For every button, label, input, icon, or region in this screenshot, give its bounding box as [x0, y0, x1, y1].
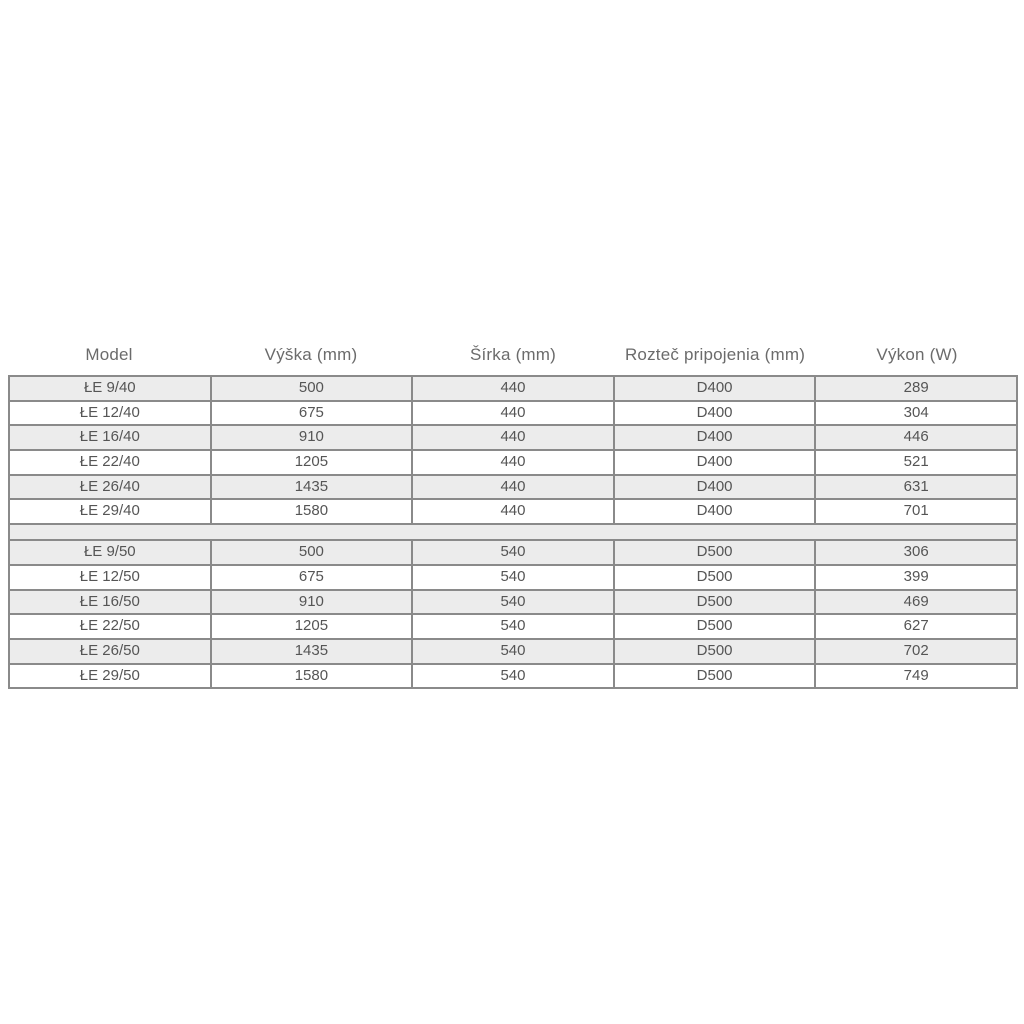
table-row: [10, 402, 1016, 427]
table-header: [8, 336, 1018, 374]
table-body: [8, 375, 1018, 689]
header-power: Výkon (W): [876, 345, 958, 364]
cell-spacing: D400: [615, 500, 817, 523]
cell-power: 631: [903, 477, 929, 495]
cell-width: 540: [413, 640, 615, 663]
cell-power: 701: [903, 502, 929, 520]
cell-width: 440: [413, 500, 615, 523]
cell-model: ŁE 9/40: [10, 377, 212, 400]
cell-power: 306: [903, 543, 929, 561]
cell-spacing: D400: [615, 402, 817, 425]
cell-width: 440: [413, 377, 615, 400]
cell-model: ŁE 12/50: [10, 566, 212, 589]
cell-power: 446: [903, 428, 929, 446]
cell-power: 627: [903, 617, 929, 635]
table-row: [10, 377, 1016, 402]
table-row: [10, 615, 1016, 640]
table-row: [10, 426, 1016, 451]
cell-width: 540: [413, 665, 615, 688]
cell-height: 1580: [212, 665, 414, 688]
table-row: [10, 640, 1016, 665]
cell-power: 304: [903, 403, 929, 421]
cell-spacing: D500: [615, 591, 817, 614]
table-row: [10, 665, 1016, 690]
cell-model: ŁE 22/50: [10, 615, 212, 638]
group-separator: [10, 525, 1016, 541]
cell-model: ŁE 9/50: [10, 541, 212, 564]
cell-height: 500: [212, 541, 414, 564]
cell-spacing: D500: [615, 665, 817, 688]
cell-width: 540: [413, 591, 615, 614]
table-row: [10, 451, 1016, 476]
cell-height: 1205: [212, 451, 414, 474]
cell-spacing: D400: [615, 426, 817, 449]
cell-model: ŁE 29/50: [10, 665, 212, 688]
header-model: Model: [85, 345, 133, 364]
cell-height: 1435: [212, 640, 414, 663]
cell-model: ŁE 16/50: [10, 591, 212, 614]
cell-spacing: D500: [615, 615, 817, 638]
cell-width: 540: [413, 615, 615, 638]
cell-model: ŁE 29/40: [10, 500, 212, 523]
cell-spacing: D400: [615, 377, 817, 400]
table-row: [10, 591, 1016, 616]
cell-power: 469: [903, 592, 929, 610]
cell-power: 521: [903, 453, 929, 471]
table-row: [10, 566, 1016, 591]
header-height: Výška (mm): [264, 345, 358, 364]
cell-width: 540: [413, 541, 615, 564]
cell-power: 702: [903, 641, 929, 659]
cell-width: 440: [413, 476, 615, 499]
cell-height: 1435: [212, 476, 414, 499]
cell-width: 440: [413, 426, 615, 449]
cell-height: 1205: [212, 615, 414, 638]
cell-width: 440: [413, 451, 615, 474]
cell-spacing: D500: [615, 541, 817, 564]
cell-model: ŁE 16/40: [10, 426, 212, 449]
cell-width: 540: [413, 566, 615, 589]
table-row: [10, 541, 1016, 566]
cell-height: 910: [212, 591, 414, 614]
header-spacing: Rozteč pripojenia (mm): [624, 345, 806, 364]
table-row: [10, 476, 1016, 501]
cell-spacing: D400: [615, 476, 817, 499]
cell-height: 1580: [212, 500, 414, 523]
cell-spacing: D500: [615, 640, 817, 663]
cell-height: 675: [212, 402, 414, 425]
spec-table: [8, 336, 1018, 689]
cell-spacing: D500: [615, 566, 817, 589]
cell-width: 440: [413, 402, 615, 425]
cell-model: ŁE 12/40: [10, 402, 212, 425]
header-width: Šírka (mm): [469, 345, 557, 364]
cell-power: 399: [903, 567, 929, 585]
cell-model: ŁE 22/40: [10, 451, 212, 474]
cell-height: 675: [212, 566, 414, 589]
cell-height: 910: [212, 426, 414, 449]
cell-height: 500: [212, 377, 414, 400]
cell-spacing: D400: [615, 451, 817, 474]
cell-power: 289: [903, 379, 929, 396]
cell-model: ŁE 26/50: [10, 640, 212, 663]
cell-model: ŁE 26/40: [10, 476, 212, 499]
table-row: [10, 500, 1016, 525]
cell-power: 749: [903, 666, 929, 684]
